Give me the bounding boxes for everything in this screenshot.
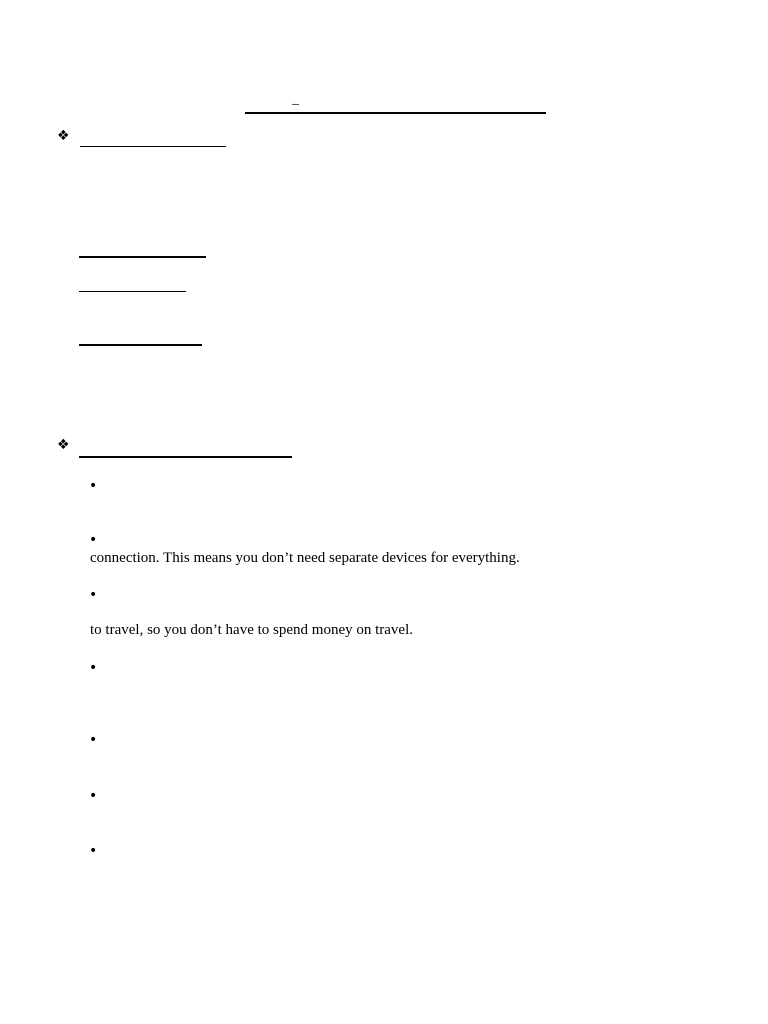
bullet-4-icon: • [89,660,98,676]
subheading-3-underline [79,344,202,346]
subheading-1-underline [79,256,206,258]
section-2-heading-underline [79,456,292,458]
section-1-heading-underline [80,146,226,147]
bullet-2-text-line: connection. This means you don’t need separate devices for everything. [90,550,520,566]
subheading-2-underline [79,291,186,292]
bullet-5-icon: • [89,732,98,748]
bullet-6-icon: • [89,788,98,804]
bullet-1-icon: • [89,478,98,494]
bullet-2-icon: • [89,532,98,548]
title-dash: _ [292,92,299,107]
title-underline [245,112,546,114]
section-2-diamond-icon: ❖ [57,437,70,453]
bullet-3-icon: • [89,587,98,603]
bullet-3-text-line: to travel, so you don’t have to spend money on travel. [90,622,413,638]
section-1-diamond-icon: ❖ [57,128,70,144]
bullet-7-icon: • [89,843,98,859]
